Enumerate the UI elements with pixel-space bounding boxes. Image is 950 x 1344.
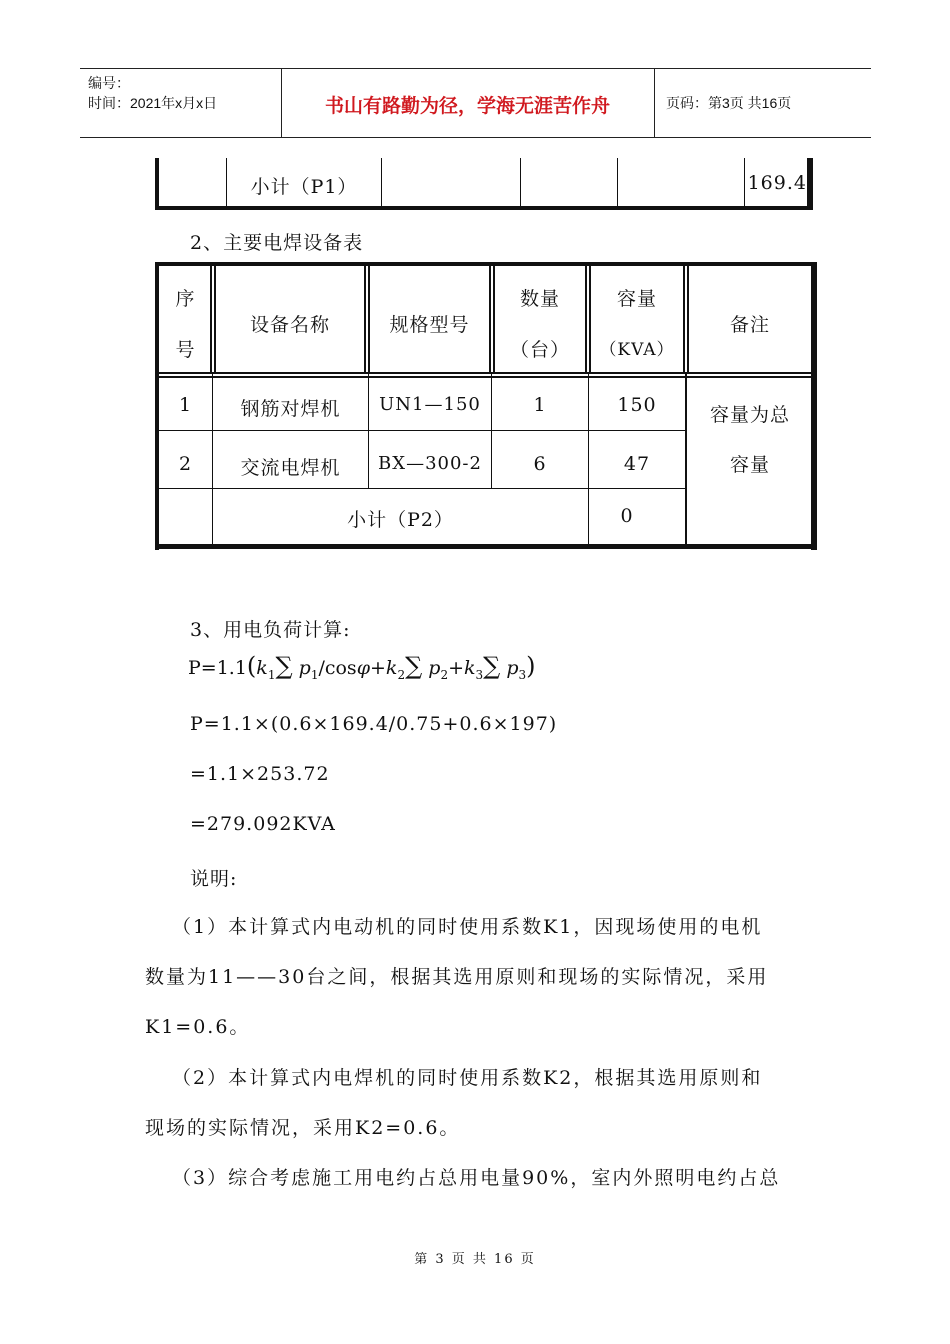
row-seq: 1 [178,394,193,416]
welding-equipment-table [155,262,817,550]
power-equipment-table-tail [155,158,813,210]
paragraph-line: 现场的实际情况，采用K2=0.6。 [145,1117,461,1139]
section-title: 3、用电负荷计算: [190,619,351,641]
load-formula: $P=1.1(k_1\sum$ $p_1/\cos\varphi+k_2\sum$ $p_2+k_3\sum$ $p_3$) [188,652,536,682]
header-qty-bottom: （台） [509,339,570,361]
explain-title: 说明: [190,868,238,890]
time-label: 时间：2021年x月x日 [88,95,218,111]
paragraph-line: （1）本计算式内电动机的同时使用系数K1，因现场使用的电机 [172,916,763,938]
formula-line: P=1.1×(0.6×169.4/0.75+0.6×197) [190,713,558,735]
header-meta [88,73,217,113]
row-qty: 1 [533,394,547,416]
header-cap-bottom: （KVA） [599,340,675,360]
formula-line: =279.092KVA [190,813,336,835]
page-header [80,68,871,138]
formula-prefix: P=1.1 [188,657,247,679]
header-note: 备注 [729,314,770,336]
subtotal-p2-label: 小计（P2） [347,509,454,531]
page-footer: 第 3 页 共 16 页 [414,1252,536,1267]
page-info: 页码：第3页 共16页 [666,95,792,111]
header-seq-top: 序 [175,288,196,310]
note-top: 容量为总 [709,404,790,426]
row-spec: BX—300-2 [378,453,482,474]
header-seq-bottom: 号 [175,339,196,361]
row-spec: UN1—150 [379,394,481,415]
row-seq: 2 [178,453,193,475]
paragraph-line: K1=0.6。 [145,1016,251,1038]
row-name: 交流电焊机 [240,457,341,479]
paragraph-line: 数量为11——30台之间，根据其选用原则和现场的实际情况，采用 [145,966,769,988]
row-qty: 6 [533,453,547,475]
paragraph-line: （2）本计算式内电焊机的同时使用系数K2，根据其选用原则和 [172,1067,763,1089]
row-cap: 150 [617,394,657,416]
section-title: 2、主要电焊设备表 [190,232,364,254]
note-bottom: 容量 [729,454,770,476]
header-name: 设备名称 [249,314,330,336]
header-spec: 规格型号 [389,314,470,336]
header-motto: 书山有路勤为径，学海无涯苦作舟 [324,96,610,117]
subtotal-p2-value: 0 [620,505,634,527]
number-label: 编号： [88,75,130,91]
formula-line: =1.1×253.72 [190,763,330,785]
subtotal-p1-value: 169.4 [747,172,807,194]
header-qty-top: 数量 [519,288,560,310]
header-cap-top: 容量 [616,288,657,310]
header-divider [654,69,655,137]
row-cap: 47 [623,453,651,475]
row-name: 钢筋对焊机 [240,398,341,420]
paragraph-line: （3）综合考虑施工用电约占总用电量90%，室内外照明电约占总 [172,1167,781,1189]
subtotal-p1-label: 小计（P1） [250,176,358,198]
